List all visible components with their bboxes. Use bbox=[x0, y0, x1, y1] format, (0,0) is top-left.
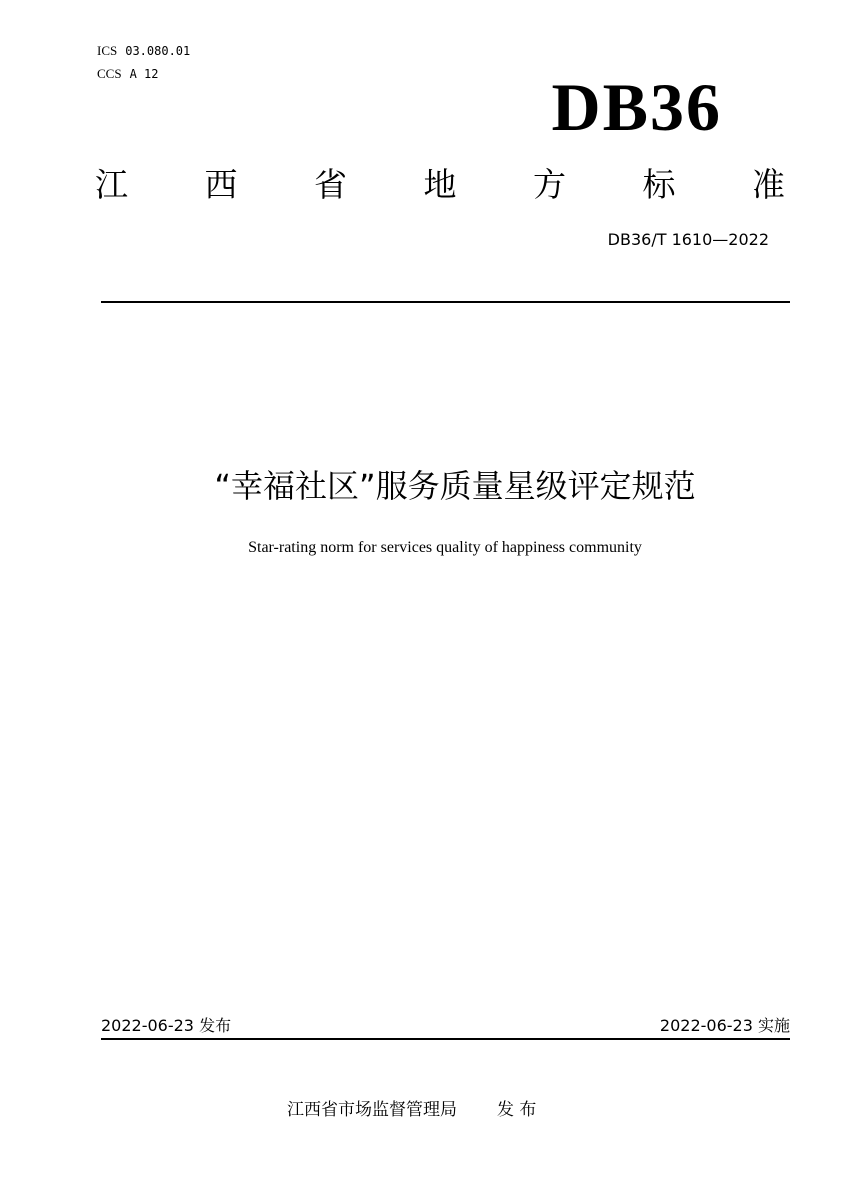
ccs-code: A 12 bbox=[129, 67, 159, 81]
issue-date: 2022-06-23 发布 bbox=[101, 1016, 232, 1035]
standard-type-char: 准 bbox=[752, 165, 785, 204]
standard-number: DB36/T 1610—2022 bbox=[607, 230, 769, 249]
document-title-en: Star-rating norm for services quality of happiness community bbox=[248, 539, 642, 556]
standard-type-char: 标 bbox=[642, 165, 676, 204]
standard-type-char: 方 bbox=[533, 165, 566, 204]
standard-type-char: 江 bbox=[95, 165, 128, 204]
ccs-label: CCS bbox=[97, 66, 122, 81]
header-divider bbox=[101, 301, 790, 303]
ics-label: ICS bbox=[97, 43, 118, 58]
ccs-classification bbox=[97, 67, 158, 81]
publisher-line bbox=[287, 1098, 536, 1122]
standard-type-title bbox=[95, 163, 785, 207]
document-title-zh: “幸福社区”服务质量星级评定规范 bbox=[214, 467, 696, 505]
ics-classification bbox=[97, 44, 190, 58]
ics-code: 03.080.01 bbox=[125, 44, 191, 58]
standard-type-char: 地 bbox=[423, 165, 457, 204]
standard-type-char: 省 bbox=[314, 165, 347, 204]
standard-type-char: 西 bbox=[204, 165, 238, 204]
publisher-name: 江西省市场监督管理局 bbox=[287, 1100, 457, 1120]
implementation-date: 2022-06-23 实施 bbox=[659, 1016, 790, 1035]
standard-code-mark: DB36 bbox=[551, 69, 722, 145]
footer-divider bbox=[101, 1038, 790, 1040]
publish-word: 发 布 bbox=[497, 1100, 537, 1120]
